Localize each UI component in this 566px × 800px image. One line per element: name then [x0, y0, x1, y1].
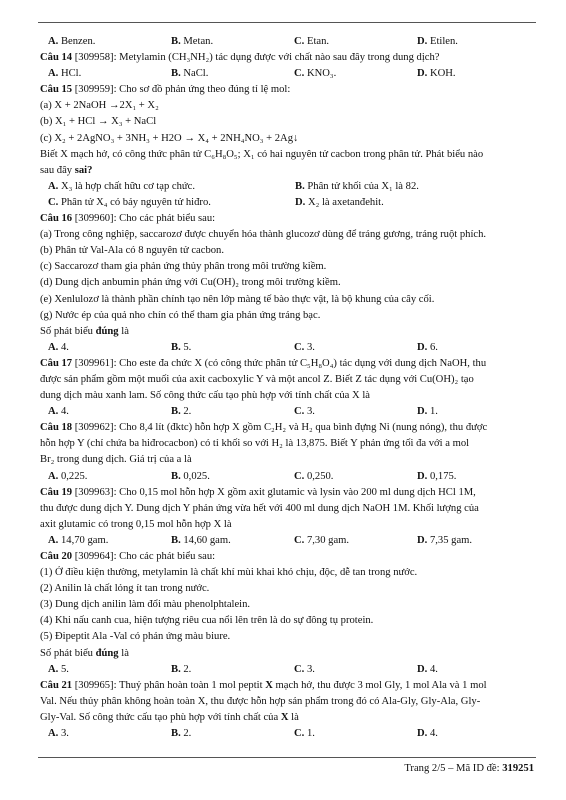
- q15-description-end: sau đây sai?: [40, 164, 93, 176]
- option-b: B. 0,025.: [171, 470, 210, 482]
- q19-options: [40, 533, 534, 549]
- question-18-cont: hỗn hợp Y (chỉ chứa ba hiđrocacbon) có tỉ khối so với H₂ là 13,875. Biết Y phản ứng tối đa với a mol: [40, 438, 470, 450]
- q13-options: [40, 34, 534, 50]
- question-16: Câu 16 [309960]: Cho các phát biểu sau:: [40, 213, 216, 225]
- q17-options: [40, 404, 534, 420]
- option-c: C. 7,30 gam.: [294, 534, 350, 546]
- q15-options-row2: [40, 195, 534, 211]
- question-21-cont: Val. Nếu thủy phân không hoàn toàn X, thu được hỗn hợp sản phẩm trong đó có Ala-Gly, Gly-Ala, Gly-: [40, 695, 481, 707]
- option-a: A. 3.: [48, 728, 69, 740]
- option-c: C. Etan.: [294, 36, 330, 47]
- option-d: D. KOH.: [417, 68, 456, 80]
- statement: (b) Phân tử Val-Ala có 8 nguyên tử cacbon.: [40, 245, 224, 257]
- q14-options: [40, 66, 534, 82]
- question-19-cont: thu được dung dịch Y. Dung dịch Y phản ứng vừa hết với 400 ml dung dịch NaOH 1M. Khối lượng của: [40, 502, 479, 514]
- option-a: A. 4.: [48, 406, 69, 418]
- exam-content: [40, 34, 534, 742]
- question-14: Câu 14 [309958]: Metylamin (CH₃NH₂) tác dụng được với chất nào sau đây trong dung dịch?: [40, 52, 440, 64]
- option-d: D. 6.: [417, 341, 438, 353]
- option-b: B. 2.: [171, 663, 192, 675]
- option-b: B. 14,60 gam.: [171, 534, 231, 546]
- option-b: B. 5.: [171, 341, 192, 353]
- statement: (1) Ở điều kiện thường, metylamin là chất khí mùi khai khó chịu, độc, dễ tan trong nước.: [40, 567, 418, 579]
- question-17-cont: dung dịch màu xanh lam. Số công thức cấu tạo phù hợp với tính chất của X là: [40, 390, 370, 402]
- equation-b: (b) X₁ + HCl → X₃ + NaCl: [40, 116, 157, 128]
- statement: (e) Xenlulozơ là thành phần chính tạo nên lớp màng tế bào thực vật, là bộ khung của cây cối.: [40, 293, 435, 305]
- option-a: A. 14,70 gam.: [48, 534, 109, 546]
- option-d: D. 4.: [417, 663, 438, 675]
- option-c: C. 3.: [294, 341, 315, 353]
- statement: (5) Đipeptit Ala -Val có phản ứng màu biure.: [40, 631, 231, 643]
- q16-options: [40, 340, 534, 356]
- option-c: C. 3.: [294, 406, 315, 418]
- option-b: B. 2.: [171, 728, 192, 740]
- option-c: C. 3.: [294, 663, 315, 675]
- option-c: C. KNO₃.: [294, 68, 337, 80]
- footer-rule: [38, 757, 536, 758]
- q15-description: Biết X mạch hở, có công thức phân tử C₆H₈O₅; X₁ có hai nguyên tử cacbon trong phân tử. Phát biểu nào: [40, 148, 484, 160]
- question-21-cont: Gly-Val. Số công thức cấu tạo phù hợp với tính chất của X là: [40, 711, 299, 723]
- statement: (c) Saccarozơ tham gia phản ứng thủy phân trong môi trường kiềm.: [40, 261, 327, 273]
- option-a: A. X₃ là hợp chất hữu cơ tạp chức.: [48, 180, 196, 192]
- option-d: D. 4.: [417, 728, 438, 740]
- statement: (2) Anilin là chất lỏng ít tan trong nước.: [40, 583, 210, 595]
- option-d: D. 0,175.: [417, 470, 457, 482]
- q20-options: [40, 662, 534, 678]
- statement: (d) Dung dịch anbumin phản ứng với Cu(OH)₂ trong môi trường kiềm.: [40, 277, 341, 289]
- option-d: D. Etilen.: [417, 36, 458, 47]
- option-b: B. Phân tử khối của X₁ là 82.: [295, 180, 419, 192]
- option-b: B. NaCl.: [171, 68, 209, 80]
- option-c: C. 0,250.: [294, 470, 334, 482]
- question-15: Câu 15 [309959]: Cho sơ đồ phản ứng theo đúng tỉ lệ mol:: [40, 84, 291, 96]
- statement: (3) Dung dịch anilin làm đổi màu phenolphtalein.: [40, 599, 251, 611]
- question-17-cont: được sản phẩm gồm một muối của axit cacboxylic Y và một ancol Z. Biết Z tác dụng với Cu(OH)₂ tạo: [40, 373, 474, 385]
- equation-c: (c) X₂ + 2AgNO₃ + 3NH₃ + H2O → X₄ + 2NH₄NO₃ + 2Ag↓: [40, 132, 299, 144]
- option-c: C. Phân tử X₄ có bảy nguyên tử hiđro.: [48, 196, 211, 208]
- question-19: Câu 19 [309963]: Cho 0,15 mol hỗn hợp X gồm axit glutamic và lysin vào 200 ml dung dịch HCl 1M,: [40, 486, 476, 498]
- option-a: A. Benzen.: [48, 36, 96, 47]
- option-b: B. Metan.: [171, 36, 214, 47]
- statement: (4) Khi nấu canh cua, hiện tượng riêu cua nổi lên trên là do sự đông tụ protein.: [40, 615, 374, 627]
- q16-prompt: Số phát biểu đúng là: [40, 325, 129, 337]
- option-b: B. 2.: [171, 406, 192, 418]
- question-19-cont: axit glutamic có trong 0,15 mol hỗn hợp X là: [40, 518, 232, 530]
- option-a: A. 4.: [48, 341, 69, 353]
- option-a: A. HCl.: [48, 68, 82, 80]
- question-20: Câu 20 [309964]: Cho các phát biểu sau:: [40, 551, 216, 562]
- q18-options: [40, 469, 534, 485]
- question-18: Câu 18 [309962]: Cho 8,4 lít (đktc) hỗn hợp X gồm C₂H₂ và H₂ qua bình đựng Ni (nung nóng), thu được: [40, 422, 488, 434]
- q21-options: [40, 726, 534, 742]
- statement: (a) Trong công nghiệp, saccarozơ được chuyển hóa thành glucozơ dùng để tráng gương, tráng ruột phích.: [40, 229, 487, 241]
- question-17: Câu 17 [309961]: Cho este đa chức X (có công thức phân tử C₅H₈O₄) tác dụng với dung dịch NaOH, thu: [40, 357, 487, 369]
- option-d: D. X₂ là axetanđehit.: [295, 196, 384, 208]
- option-d: D. 7,35 gam.: [417, 534, 473, 546]
- statement: (g) Nước ép của quả nho chín có thể tham gia phản ứng tráng bạc.: [40, 309, 321, 321]
- q20-prompt: Số phát biểu đúng là: [40, 647, 129, 659]
- question-18-cont: Br₂ trong dung dịch. Giá trị của a là: [40, 454, 192, 466]
- option-d: D. 1.: [417, 406, 438, 418]
- q15-options-row1: [40, 179, 534, 195]
- option-c: C. 1.: [294, 728, 315, 740]
- header-rule: [38, 22, 536, 23]
- page-footer: Trang 2/5 – Mã ID đề: 319251: [404, 763, 534, 774]
- question-21: Câu 21 [309965]: Thuỷ phân hoàn toàn 1 mol peptit X mạch hở, thu được 3 mol Gly, 1 mol Ala và 1 mol: [40, 679, 487, 691]
- equation-a: (a) X + 2NaOH →2X₁ + X₂: [40, 100, 159, 112]
- option-a: A. 0,225.: [48, 470, 88, 482]
- option-a: A. 5.: [48, 663, 69, 675]
